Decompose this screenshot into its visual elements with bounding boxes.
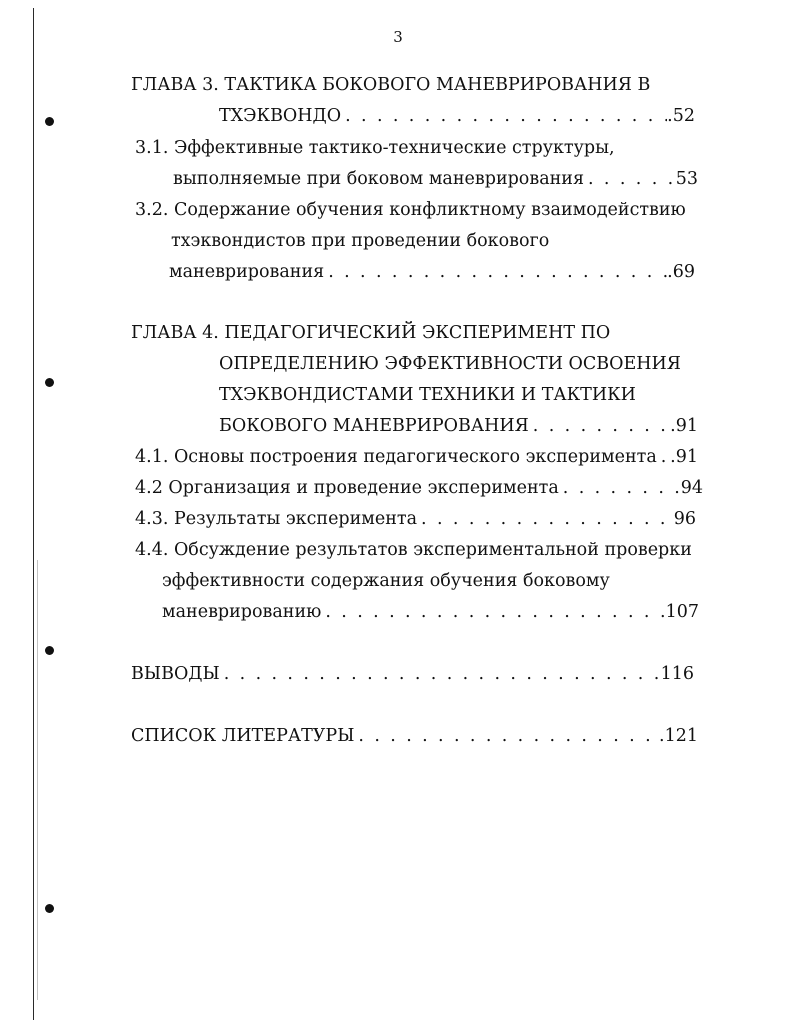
section-3-2-line1: 3.2. Содержание обучения конфликтному взаимодействию	[135, 200, 686, 220]
chapter-4-title-line2: ОПРЕДЕЛЕНИЮ ЭФФЕКТИВНОСТИ ОСВОЕНИЯ	[219, 354, 681, 374]
section-4-4-line1: 4.4. Обсуждение результатов экспериментальной проверки	[135, 540, 692, 560]
page-ref: .121	[659, 726, 698, 746]
section-4-3-title: 4.3. Результаты эксперимента	[135, 509, 418, 529]
toc-entry-section-4-1[interactable]	[135, 442, 698, 472]
section-4-4-line2: эффективности содержания обучения боковому	[162, 571, 610, 591]
dot-leader	[584, 164, 676, 194]
toc-entry-section-4-2[interactable]	[135, 473, 703, 503]
binding-margin-shadow	[37, 560, 38, 1000]
dot-leader	[354, 721, 659, 751]
toc-entry-section-4-4[interactable]	[162, 597, 699, 627]
section-4-1-title: 4.1. Основы построения педагогического эксперимента	[135, 447, 657, 467]
page-ref: 94	[680, 478, 703, 498]
toc-entry-section-3-1[interactable]	[173, 164, 698, 194]
page-ref: .91	[670, 416, 698, 436]
punch-hole-mark	[45, 117, 54, 126]
page-ref: 96	[673, 509, 696, 529]
punch-hole-mark	[45, 378, 54, 387]
dot-leader	[657, 442, 670, 472]
chapter-3-title-line2: ТХЭКВОНДО	[219, 106, 342, 126]
dot-leader	[321, 597, 660, 627]
page-ref: .107	[660, 602, 699, 622]
toc-entry-references[interactable]	[131, 721, 698, 751]
page-ref: .91	[670, 447, 698, 467]
toc-entry-chapter-4[interactable]	[219, 411, 698, 441]
dot-leader	[529, 411, 670, 441]
toc-entry-section-3-2[interactable]	[169, 257, 695, 287]
toc-entry-section-4-3[interactable]	[135, 504, 696, 534]
page-ref: 53	[675, 169, 698, 189]
dot-leader	[341, 101, 667, 131]
conclusions-title: ВЫВОДЫ	[131, 664, 220, 684]
section-3-1-line1: 3.1. Эффективные тактико-технические структуры,	[135, 138, 615, 158]
section-4-2-title: 4.2 Организация и проведение эксперимента	[135, 478, 559, 498]
dot-leader	[417, 504, 674, 534]
section-3-2-line2: тхэквондистов при проведении бокового	[171, 231, 550, 251]
references-title: СПИСОК ЛИТЕРАТУРЫ	[131, 726, 355, 746]
chapter-4-title-line3: ТХЭКВОНДИСТАМИ ТЕХНИКИ И ТАКТИКИ	[219, 385, 636, 405]
page-number: 3	[393, 28, 403, 46]
dot-leader	[559, 473, 681, 503]
punch-hole-mark	[45, 904, 54, 913]
chapter-4-title-line1: ГЛАВА 4. ПЕДАГОГИЧЕСКИЙ ЭКСПЕРИМЕНТ ПО	[131, 323, 611, 343]
page-ref: .52	[667, 106, 695, 126]
chapter-4-title-line4: БОКОВОГО МАНЕВРИРОВАНИЯ	[219, 416, 529, 436]
dot-leader	[220, 659, 661, 689]
page-ref: .69	[667, 262, 695, 282]
section-4-4-line3: маневрированию	[162, 602, 322, 622]
section-3-2-line3: маневрирования	[169, 262, 325, 282]
dot-leader	[324, 257, 667, 287]
toc-entry-conclusions[interactable]	[131, 659, 694, 689]
binding-margin-line	[33, 8, 34, 1020]
chapter-3-title-line1: ГЛАВА 3. ТАКТИКА БОКОВОГО МАНЕВРИРОВАНИЯ В	[131, 75, 651, 95]
toc-entry-chapter-3[interactable]	[219, 101, 695, 131]
section-3-1-line2: выполняемые при боковом маневрирования	[173, 169, 584, 189]
punch-hole-mark	[45, 646, 54, 655]
page-ref: 116	[660, 664, 694, 684]
